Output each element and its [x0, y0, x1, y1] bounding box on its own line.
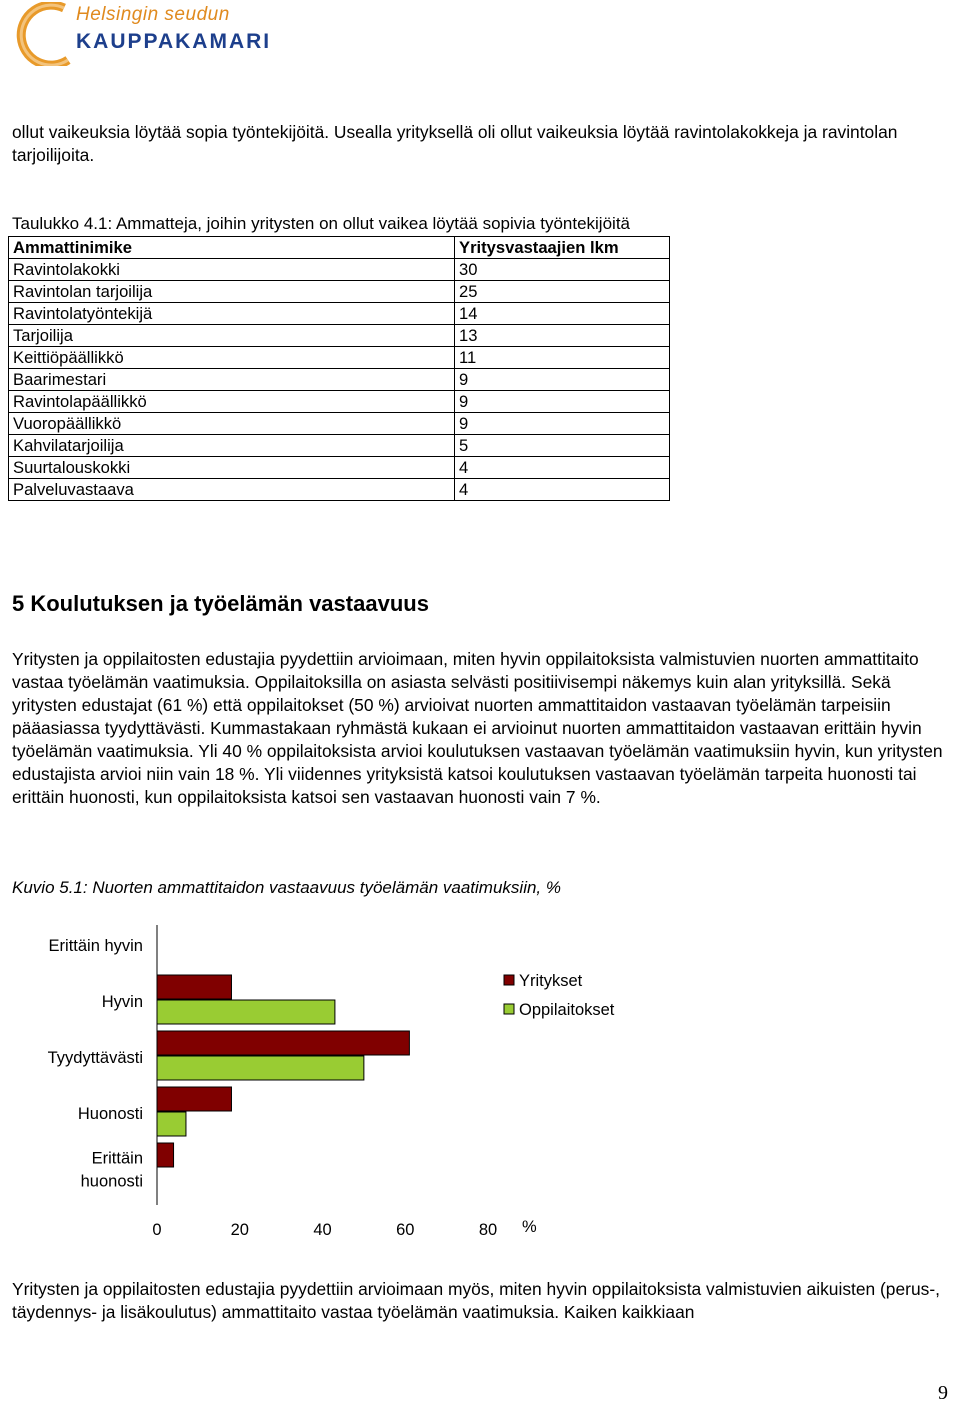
- logo-text-top: Helsingin seudun: [76, 4, 230, 25]
- x-tick-label: 20: [230, 1221, 249, 1239]
- bar-yritykset: [157, 1087, 231, 1111]
- table-header-row: [9, 237, 670, 259]
- table-row: [9, 479, 670, 501]
- count-cell: 9: [455, 391, 670, 413]
- bar-oppilaitokset: [157, 1112, 186, 1136]
- occupation-cell: Ravintolakokki: [9, 259, 455, 281]
- table-row: [9, 347, 670, 369]
- table-row: [9, 391, 670, 413]
- occupation-cell: Kahvilatarjoilija: [9, 435, 455, 457]
- legend-label: Yritykset: [519, 972, 583, 990]
- category-label: Tyydyttävästi: [47, 1049, 143, 1067]
- category-label: Erittäin: [91, 1149, 143, 1168]
- occupation-cell: Ravintolapäällikkö: [9, 391, 455, 413]
- section-heading: 5 Koulutuksen ja työelämän vastaavuus: [12, 591, 429, 616]
- figure-caption: Kuvio 5.1: Nuorten ammattitaidon vastaavuus työelämän vaatimuksiin, %: [12, 878, 561, 897]
- legend-swatch-oppilaitokset: [504, 1004, 514, 1014]
- count-cell: 4: [455, 479, 670, 501]
- logo-text-bottom: KAUPPAKAMARI: [76, 30, 272, 53]
- count-cell: 5: [455, 435, 670, 457]
- bar-oppilaitokset: [157, 1000, 335, 1024]
- table-row: [9, 435, 670, 457]
- x-tick-label: 60: [396, 1221, 415, 1239]
- category-label: Hyvin: [101, 993, 143, 1011]
- bar-chart: [0, 925, 660, 1245]
- occupation-cell: Vuoropäällikkö: [9, 413, 455, 435]
- closing-paragraph: Yritysten ja oppilaitosten edustajia pyydettiin arvioimaan myös, miten hyvin oppilaitoksista valmistuvien aikuisten (perus-, täydennys- ja lisäkoulutus) ammattitaito vastaa työelämän vaatimuksia. Kaiken kaikkiaan: [12, 1279, 940, 1322]
- header-occupation: Ammattinimike: [9, 237, 455, 259]
- intro-paragraph: ollut vaikeuksia löytää sopia työntekijöitä. Usealla yrityksellä oli ollut vaikeuksia löytää ravintolakokkeja ja ravintolan tarjoilijoita.: [12, 122, 898, 165]
- occupation-cell: Suurtalouskokki: [9, 457, 455, 479]
- page-number: 9: [938, 1382, 948, 1404]
- table-row: [9, 325, 670, 347]
- table-row: [9, 369, 670, 391]
- count-cell: 4: [455, 457, 670, 479]
- count-cell: 9: [455, 369, 670, 391]
- table-row: [9, 281, 670, 303]
- bar-oppilaitokset: [157, 1056, 364, 1080]
- count-cell: 30: [455, 259, 670, 281]
- count-cell: 11: [455, 347, 670, 369]
- bar-yritykset: [157, 1143, 174, 1167]
- occupation-cell: Ravintolatyöntekijä: [9, 303, 455, 325]
- x-tick-label: 40: [313, 1221, 332, 1239]
- bar-yritykset: [157, 975, 231, 999]
- occupation-cell: Tarjoilija: [9, 325, 455, 347]
- x-tick-label: 80: [478, 1221, 498, 1239]
- count-cell: 9: [455, 413, 670, 435]
- count-cell: 25: [455, 281, 670, 303]
- occupation-cell: Baarimestari: [9, 369, 455, 391]
- section-body: Yritysten ja oppilaitosten edustajia pyydettiin arvioimaan, miten hyvin oppilaitoksista valmistuvien nuorten ammattitaito vastaa työelämän vaatimuksia. Oppilaitoksilla on asiasta selvästi positiivisempi näkemys kuin alan yrityksillä. Sekä yritysten edustajat (61 %) että oppilaitokset (50 %) arvioivat nuorten ammattitaidon vastaavan työelämän tarpeisiin pääasiassa tyydyttävästi. Kummastakaan ryhmästä kukaan ei arvioinut nuorten ammattitaidon vastaavan erittäin hyvin työelämän vaatimuksia. Yli 40 % oppilaitoksista arvioi koulutuksen vastaavan työelämän vaatimuksiin hyvin, kun yritysten edustajista arvioi niin vain 18 %. Yli viidennes yrityksistä katsoi koulutuksen vastaavan työelämän tarpeita huonosti tai erittäin huonosti, kun oppilaitoksista katsoi sen vastaavan huonosti vain 7 %.: [12, 649, 943, 807]
- table-caption: Taulukko 4.1: Ammatteja, joihin yritysten on ollut vaikea löytää sopivia työntekijöitä: [12, 214, 630, 233]
- category-label: Erittäin hyvin: [48, 937, 143, 955]
- table-row: [9, 259, 670, 281]
- count-cell: 13: [455, 325, 670, 347]
- table-row: [9, 457, 670, 479]
- bar-yritykset: [157, 1031, 409, 1055]
- header-count: Yritysvastaajien lkm: [455, 237, 670, 259]
- occupations-table: [8, 236, 670, 501]
- legend-label: Oppilaitokset: [519, 1001, 615, 1019]
- table-row: [9, 303, 670, 325]
- legend-swatch-yritykset: [504, 975, 514, 985]
- occupation-cell: Keittiöpäällikkö: [9, 347, 455, 369]
- x-tick-label: 0: [152, 1221, 162, 1239]
- occupation-cell: Ravintolan tarjoilija: [9, 281, 455, 303]
- category-label: Huonosti: [77, 1105, 143, 1123]
- x-axis-label: %: [522, 1218, 537, 1236]
- table-row: [9, 413, 670, 435]
- occupation-cell: Palveluvastaava: [9, 479, 455, 501]
- category-label: huonosti: [80, 1172, 143, 1191]
- count-cell: 14: [455, 303, 670, 325]
